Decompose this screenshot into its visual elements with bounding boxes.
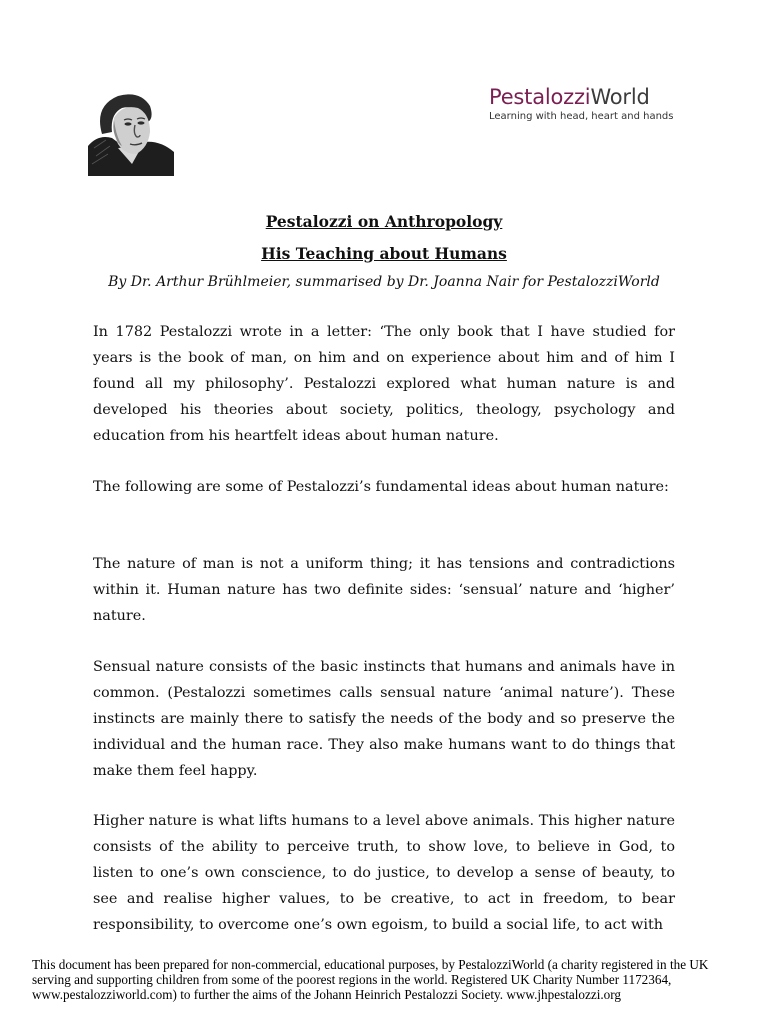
pestalozziworld-logo	[489, 84, 689, 129]
logo-name-part2: World	[590, 85, 650, 109]
logo-name	[489, 84, 689, 110]
paragraph-3: The nature of man is not a uniform thing; it has tensions and contradictions within it. Human nature has two definite sides: ‘sensual’ nature and ‘higher’ nature.	[93, 556, 675, 624]
logo-name-part1: Pestalozzi	[489, 85, 591, 109]
paragraph-1: In 1782 Pestalozzi wrote in a letter: ‘The only book that I have studied for years is the book of man, on him and on experience about him and of him I found all my philosophy’. Pestalozzi explored what human nature is and developed his theories about society, politics, theology, psychology and education from his heartfelt ideas about human nature.	[93, 324, 675, 444]
paragraph-5: Higher nature is what lifts humans to a level above animals. This higher nature consists of the ability to perceive truth, to show love, to believe in God, to listen to one’s own conscience, to do justice, to develop a sense of beauty, to see and realise higher values, to be creative, to act in freedom, to bear responsibility, to overcome one’s own egoism, to build a social life, to act with	[93, 813, 675, 933]
paragraph-2: The following are some of Pestalozzi’s fundamental ideas about human nature:	[93, 479, 669, 495]
footer-notice: This document has been prepared for non-commercial, educational purposes, by PestalozziWorld (a charity registered in the UK serving and supporting children from some of the poorest regions in the world. Registered UK Charity Number 1172364, www.pestalozziworld.com) to further the aims of the Johann Heinrich Pestalozzi Society. www.jhpestalozzi.org	[32, 957, 709, 1002]
portrait-image	[88, 88, 174, 176]
document-title: Pestalozzi on Anthropology	[265, 212, 503, 231]
byline: By Dr. Arthur Brühlmeier, summarised by Dr. Joanna Nair for PestalozziWorld	[108, 274, 660, 290]
paragraph-4: Sensual nature consists of the basic instincts that humans and animals have in common. (Pestalozzi sometimes calls sensual nature ‘animal nature’). These instincts are mainly there to satisfy the needs of the body and so preserve the individual and the human race. They also make humans want to do things that make them feel happy.	[93, 659, 675, 779]
document-subtitle: His Teaching about Humans	[261, 244, 507, 263]
logo-tagline: Learning with head, heart and hands	[489, 111, 674, 122]
pestalozzi-portrait	[88, 88, 174, 176]
